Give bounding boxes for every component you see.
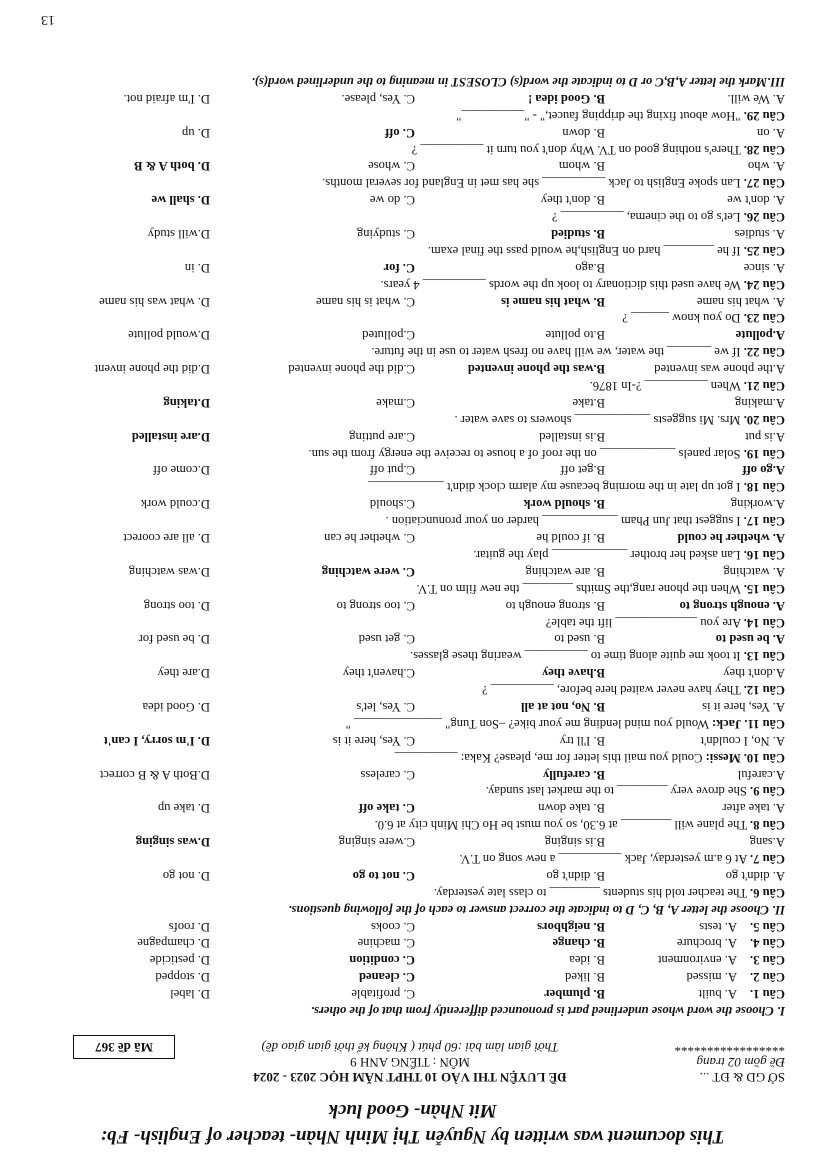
question-stem <box>40 884 785 901</box>
question-stem <box>40 749 785 766</box>
question-number: Câu 24. <box>743 277 785 292</box>
question-text: When the phone rang,the Smiths ________ the new film on T.V. <box>416 581 741 596</box>
option-a: A. since <box>743 260 785 275</box>
question-number: Câu 8. <box>750 818 785 833</box>
option-d: D.Both A & B correct <box>99 767 210 782</box>
option-a: A.pollute <box>735 328 785 343</box>
question-number: Câu 15. <box>743 581 785 596</box>
option-c: C.were singing <box>338 835 415 850</box>
question-number: Câu 28. <box>743 142 785 157</box>
option-c: C. cooks <box>370 919 415 934</box>
section-heading: II. Choose the letter A, B, C, D to indicate the correct answer to each of the following questions. <box>288 902 785 917</box>
question-stem <box>40 411 785 428</box>
answer-options <box>40 664 785 681</box>
option-d: D.did the phone invent <box>94 362 210 377</box>
option-a: A. enough strong to <box>679 598 785 613</box>
option-c: C. profitable <box>351 987 415 1002</box>
question-text: There's nothing good on TV. Why don't you turn it __________ ? <box>411 142 741 157</box>
section-heading: I. Choose the word whose underlined part is pronounced differently from that of the others. <box>310 1004 785 1018</box>
option-a: A. take after <box>722 801 785 816</box>
option-d: D.come off <box>152 463 210 478</box>
option-d: D.are installed <box>131 429 210 444</box>
option-d: D. pesticide <box>149 953 210 968</box>
answer-options <box>40 90 785 107</box>
option-c: C. Yes, please. <box>341 91 415 106</box>
option-b: B. carefully <box>542 767 605 782</box>
option-b: B.is singing <box>544 835 605 850</box>
answer-options <box>40 428 785 445</box>
option-a: A.don't they <box>723 666 785 681</box>
option-b: B. Good idea ! <box>528 91 605 106</box>
question-number: Câu 11. Jack: <box>711 716 785 731</box>
option-a: A. Yes, here it is <box>702 699 785 714</box>
answer-options <box>40 985 785 1002</box>
option-d: D. take up <box>157 801 210 816</box>
question-number: Câu 17. <box>743 514 785 529</box>
option-b: B. strong enough to <box>505 598 605 613</box>
answer-options <box>40 462 785 479</box>
stars-divider: ***************** <box>674 1040 785 1055</box>
question-number: Câu 27. <box>743 176 785 191</box>
answer-options <box>40 259 785 276</box>
answer-options <box>40 191 785 208</box>
question-text: Do you know ______ ? <box>622 311 741 326</box>
question-number: Câu 3. <box>750 953 785 968</box>
option-d: D. be used for <box>138 632 210 647</box>
option-a: A. tests <box>699 919 737 934</box>
answer-options <box>40 158 785 175</box>
option-d: D. I'm afraid not. <box>123 91 210 106</box>
option-d: D. I'm sorry, I can't <box>103 733 210 748</box>
question-stem <box>40 647 785 664</box>
answer-options <box>40 766 785 783</box>
option-a: A. didn't go <box>725 868 785 883</box>
question-text: Are you _____________ lift the table? <box>545 615 742 630</box>
option-a: A. be used to <box>715 632 785 647</box>
option-a: A. on <box>757 125 785 140</box>
option-a: A.the phone was invented <box>654 362 785 377</box>
option-a: A. brochure <box>676 936 737 951</box>
answer-options <box>40 495 785 512</box>
option-b: B. I'll try <box>559 733 605 748</box>
exam-content <box>40 73 785 1019</box>
option-a: A.making <box>734 395 785 410</box>
question-stem <box>40 715 785 732</box>
option-b: B. used to <box>554 632 605 647</box>
question-number: Câu 26. <box>743 210 785 225</box>
answer-options <box>40 529 785 546</box>
question-text: I got up late in the morning because my alarm clock didn't ____________ <box>368 480 741 495</box>
option-d: D. what was his name <box>99 294 210 309</box>
option-c: C.haven't they <box>342 666 415 681</box>
question-text: When __________ ?-In 1876. <box>589 379 741 394</box>
credit-line-1: This document was written by Nguyễn Thị Minh Nhàn- teacher of English- Fb: <box>100 1126 725 1147</box>
option-a: A.careful <box>737 767 785 782</box>
question-number: Câu 16. <box>743 547 785 562</box>
option-c: C. condition <box>349 953 415 968</box>
question-stem <box>40 816 785 833</box>
option-d: D. up <box>182 125 210 140</box>
answer-options <box>40 394 785 411</box>
question-stem <box>40 445 785 462</box>
question-number: Câu 9. <box>750 784 785 799</box>
option-d: D.could work <box>140 497 210 512</box>
option-b: B. if could he <box>536 531 605 546</box>
option-a: A. environment <box>657 953 737 968</box>
question-stem <box>40 681 785 698</box>
question-number: Câu 14. <box>743 615 785 630</box>
option-b: B. liked <box>565 970 605 985</box>
answer-options <box>40 597 785 614</box>
question-text: Lan spoke English to Jack __________ she has met in England for several months. <box>322 176 741 191</box>
answer-options <box>40 563 785 580</box>
question-stem <box>40 512 785 529</box>
question-number: Câu 5. <box>750 919 785 934</box>
option-c: C. cleaned <box>359 970 415 985</box>
option-c: C. off <box>384 125 415 140</box>
question-number: Câu 2. <box>750 970 785 985</box>
section-heading: III.Mark the letter A,B,C or D to indicate the word(s) CLOSEST in meaning to the underlined word(s). <box>251 75 785 90</box>
answer-options <box>40 918 785 935</box>
option-c: C. for <box>383 260 415 275</box>
question-number: Câu 1. <box>750 987 785 1002</box>
option-b: B. are watching <box>525 564 605 579</box>
option-d: D. all are coorect <box>123 531 210 546</box>
question-stem <box>40 850 785 867</box>
option-a: A. who <box>747 159 785 174</box>
option-a: A. don't we <box>727 193 785 208</box>
question-text: Solar panels ____________ on the roof of a house to receive the energy from the sun. <box>308 446 741 461</box>
option-b: B. take down <box>538 801 605 816</box>
answer-options <box>40 124 785 141</box>
answer-options <box>40 698 785 715</box>
option-c: C.did the phone invented <box>288 362 415 377</box>
option-c: C. do we <box>369 193 415 208</box>
answer-options <box>40 968 785 985</box>
question-stem <box>40 614 785 631</box>
option-d: D. too strong <box>143 598 210 613</box>
header-left <box>675 1040 786 1085</box>
option-a: A. what his name <box>696 294 785 309</box>
question-stem <box>40 208 785 225</box>
option-b: B. change <box>552 936 605 951</box>
subject: MÔN : TIẾNG ANH 9 <box>350 1055 470 1070</box>
option-d: D.would pollute <box>128 328 210 343</box>
time-limit: Thời gian làm bài :60 phút ( Không kể thời gian giao đề) <box>261 1040 559 1055</box>
question-number: Câu 7. <box>750 851 785 866</box>
option-a: A. whether he could <box>677 531 785 546</box>
question-text: Mrs. Mi suggests ____________ showers to save water . <box>454 412 741 427</box>
question-text: We have used this dictionary to look up the words __________ 4 years. <box>380 277 741 292</box>
question-text: Could you mail this letter for me, please? Kaka: __________ <box>394 750 703 765</box>
option-a: A.sang <box>749 835 785 850</box>
question-number: Câu 22. <box>743 345 785 360</box>
option-b: B. studied <box>551 227 605 242</box>
option-d: D. roofs <box>168 919 210 934</box>
option-c: C.polluted <box>362 328 415 343</box>
option-b: B. didn't go <box>546 868 605 883</box>
answer-options <box>40 631 785 648</box>
option-a: A. We will. <box>727 91 785 106</box>
option-c: C. too strong to <box>336 598 415 613</box>
option-a: A.go off <box>742 463 785 478</box>
answer-options <box>40 833 785 850</box>
option-d: D. not go <box>162 868 210 883</box>
option-b: B.get off <box>560 463 605 478</box>
option-d: D. both A & B <box>134 159 210 174</box>
question-number: Câu 18. <box>743 480 785 495</box>
option-d: D.was singing <box>135 835 210 850</box>
question-number: Câu 25. <box>743 243 785 258</box>
question-text: Let's go to the cinema, __________ ? <box>551 210 741 225</box>
option-d: D.taking <box>163 395 210 410</box>
option-b: B. whom <box>558 159 605 174</box>
option-a: A. watching <box>723 564 785 579</box>
question-number: Câu 12. <box>743 683 785 698</box>
option-d: D. Good idea <box>142 699 210 714</box>
option-d: D. shall we <box>151 193 210 208</box>
option-c: C. what is his name <box>316 294 415 309</box>
question-number: Câu 10. Messi: <box>705 750 785 765</box>
option-a: A.working <box>730 497 785 512</box>
option-d: D.will study <box>147 227 210 242</box>
answer-options <box>40 867 785 884</box>
page-count: Đề gồm 02 trang <box>696 1055 785 1070</box>
question-number: Câu 19. <box>743 446 785 461</box>
option-b: B. what his name is <box>501 294 605 309</box>
option-a: A. built <box>698 987 737 1002</box>
question-text: Lan asked her brother ____________ play the guitar. <box>473 547 741 562</box>
option-d: D. in <box>184 260 210 275</box>
option-c: C. studying <box>356 227 415 242</box>
option-a: A. studies <box>734 227 785 242</box>
option-b: B. down <box>562 125 605 140</box>
question-text: The plane will ________ at 6.30, so you must be Ho Chi Minh city at 6.0. <box>374 818 748 833</box>
option-d: D. label <box>170 987 210 1002</box>
option-d: D.are they <box>157 666 210 681</box>
question-stem <box>40 479 785 496</box>
question-number: Câu 6. <box>750 885 785 900</box>
option-c: C. whether he can <box>324 531 415 546</box>
question-number: Câu 23. <box>743 311 785 326</box>
option-a: A. No, I couldn't <box>700 733 785 748</box>
option-b: B.take <box>572 395 605 410</box>
option-c: C. careless <box>360 767 415 782</box>
exam-code-box: Mã đề 367 <box>73 1035 175 1059</box>
option-c: C.should <box>369 497 415 512</box>
option-c: C. Yes, here it is <box>332 733 415 748</box>
page-number: 13 <box>41 12 55 27</box>
option-c: C. were watching <box>321 564 415 579</box>
question-stem <box>40 107 785 124</box>
option-b: B.have they <box>542 666 605 681</box>
option-b: B.ago <box>575 260 605 275</box>
option-c: C.put off <box>369 463 415 478</box>
option-b: B. plumber <box>544 987 605 1002</box>
option-c: C. get used <box>358 632 415 647</box>
question-text: At 6 a.m yesterday, Jack __________ a new song on T.V. <box>459 851 748 866</box>
option-b: B. idea <box>569 953 605 968</box>
option-a: A.is put <box>745 429 785 444</box>
question-stem <box>40 546 785 563</box>
exam-title: ĐỀ LUYỆN THI VÀO 10 THPT NĂM HỌC 2023 - 2024 <box>253 1070 567 1085</box>
question-text: They have never waited here before, __________ ? <box>482 683 741 698</box>
question-number: Câu 4. <box>750 936 785 951</box>
question-stem <box>40 310 785 327</box>
question-text: If he ________ hard on English,he would pass the final exam. <box>427 243 741 258</box>
department: SỞ GD & ĐT ... <box>699 1070 785 1085</box>
option-c: C. whose <box>368 159 415 174</box>
question-text: I suggest that Jun Pham ____________ harder on your pronunciation . <box>385 514 741 529</box>
option-c: C. Yes, let's <box>356 699 415 714</box>
option-c: C. take off <box>358 801 415 816</box>
option-b: B.is installed <box>539 429 605 444</box>
answer-options <box>40 293 785 310</box>
option-b: B. don't they <box>540 193 605 208</box>
question-stem <box>40 580 785 597</box>
option-b: B. neighbors <box>537 919 605 934</box>
question-stem <box>40 141 785 158</box>
option-b: B.to pollute <box>545 328 605 343</box>
answer-options <box>40 326 785 343</box>
option-c: C.are putting <box>349 429 415 444</box>
question-number: Câu 29. <box>743 108 785 123</box>
document-credit <box>40 1097 785 1149</box>
answer-options <box>40 732 785 749</box>
option-d: D. champagne <box>137 936 210 951</box>
option-d: D.was watching <box>128 564 210 579</box>
option-c: C. not to go <box>352 868 415 883</box>
option-c: C. machine <box>357 936 415 951</box>
question-text: It took me quite along time to __________ wearing these glasses. <box>410 649 741 664</box>
question-stem <box>40 276 785 293</box>
question-stem <box>40 174 785 191</box>
question-number: Câu 21. <box>743 379 785 394</box>
answer-options <box>40 225 785 242</box>
option-b: B.was the phone invented <box>467 362 605 377</box>
question-text: If we _______ the water, we will have no fresh water to use in the future. <box>371 345 741 360</box>
question-number: Câu 20. <box>743 412 785 427</box>
option-a: A. missed <box>686 970 737 985</box>
option-d: D. stopped <box>155 970 210 985</box>
option-b: B. No, not at all <box>521 699 605 714</box>
header-center <box>190 1040 630 1085</box>
question-stem <box>40 343 785 360</box>
option-c: C.make <box>376 395 415 410</box>
question-text: "How about fixing the dripping faucet," - "__________" <box>456 108 741 123</box>
option-b: B. should work <box>523 497 605 512</box>
answer-options <box>40 360 785 377</box>
credit-line-2: Mit Nhàn- Good luck <box>328 1100 497 1121</box>
question-stem <box>40 242 785 259</box>
question-number: Câu 13. <box>743 649 785 664</box>
answer-options <box>40 935 785 952</box>
question-stem <box>40 783 785 800</box>
question-stem <box>40 377 785 394</box>
question-text: She drove very ________ to the market last sunday. <box>485 784 747 799</box>
question-text: The teacher told his students ________ to class late yesterday. <box>433 885 748 900</box>
answer-options <box>40 799 785 816</box>
answer-options <box>40 951 785 968</box>
question-text: Would you mind lending me your bike? –Son Tung" ______________ " <box>345 716 709 731</box>
